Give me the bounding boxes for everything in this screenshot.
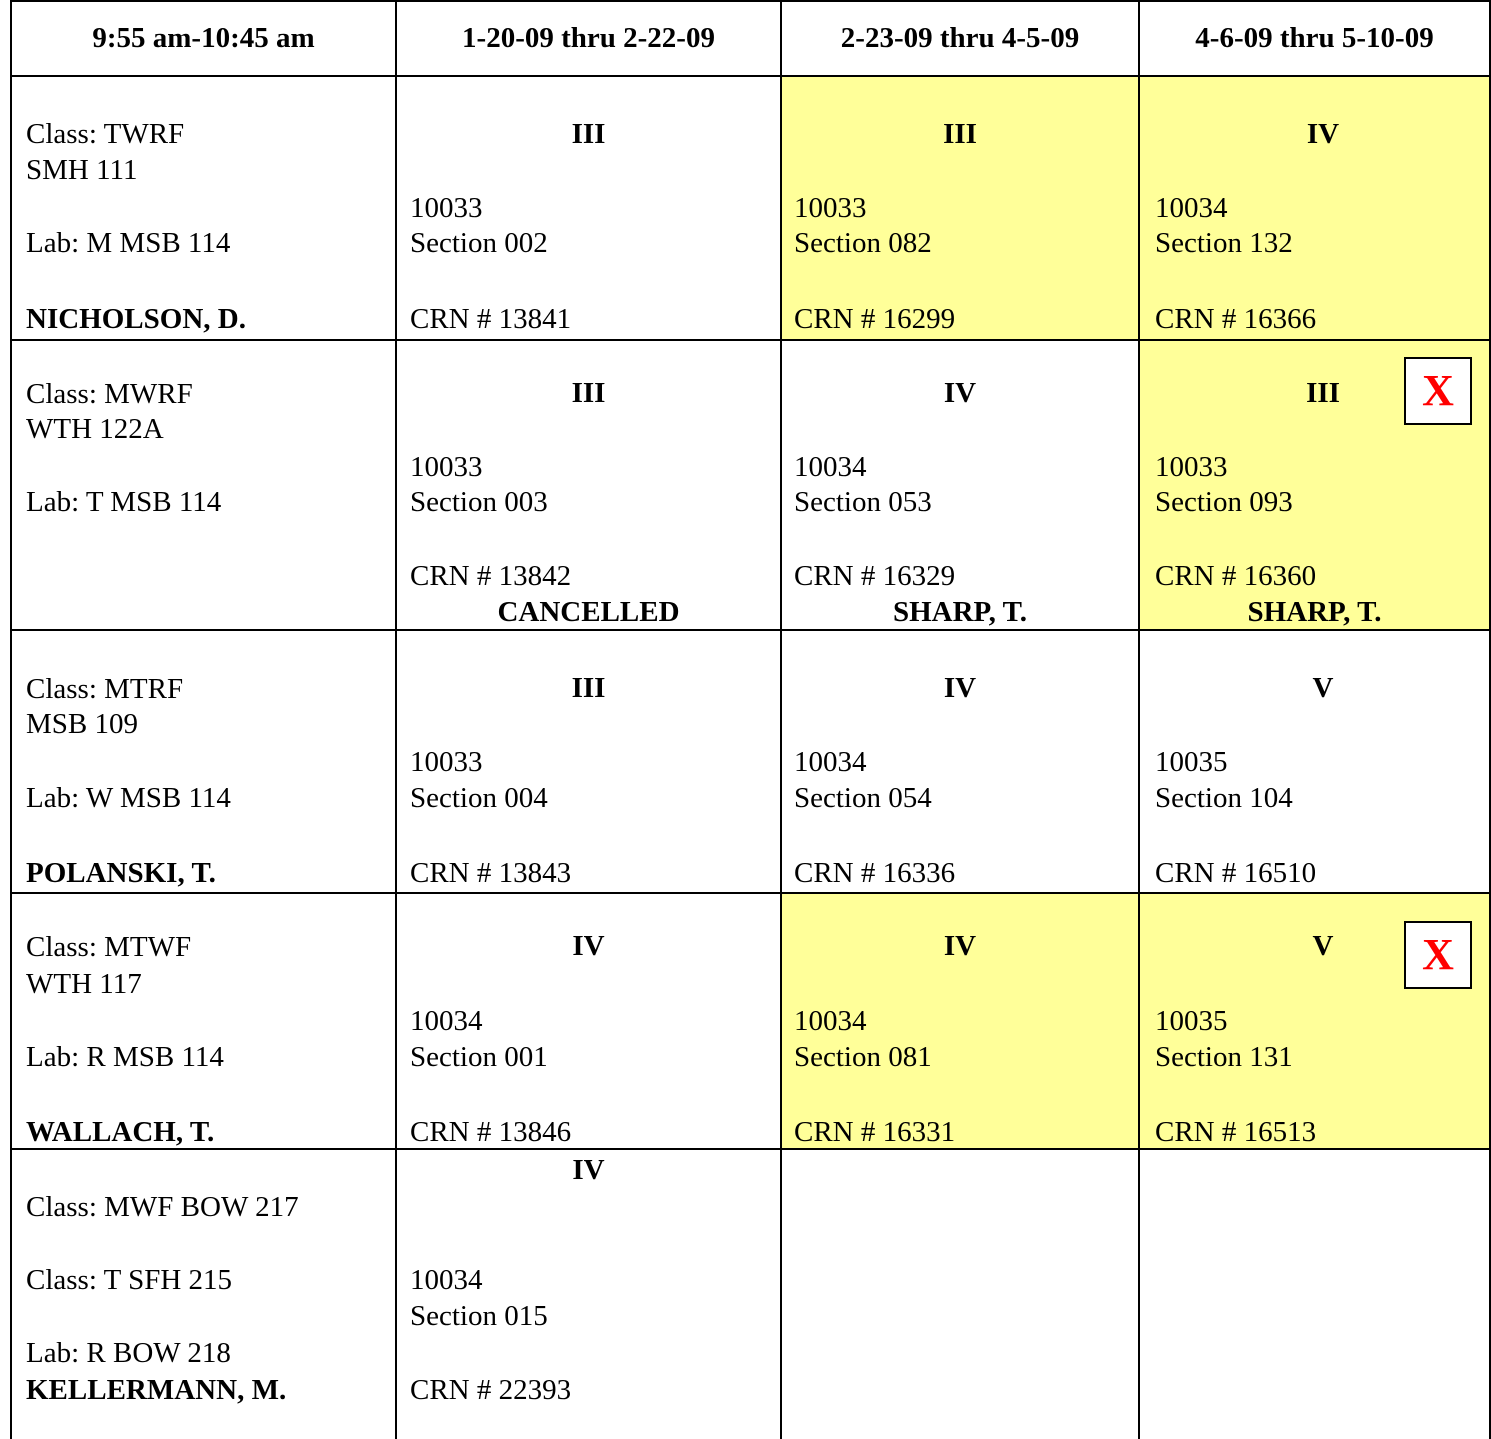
grid-line bbox=[10, 339, 1491, 341]
lab-info: Lab: W MSB 114 bbox=[26, 782, 231, 814]
section: Section 002 bbox=[410, 227, 548, 259]
grid-line bbox=[10, 892, 1491, 894]
level: IV bbox=[943, 930, 977, 962]
crn: CRN # 16329 bbox=[794, 560, 956, 592]
course-number: 10034 bbox=[410, 1264, 483, 1296]
section: Section 093 bbox=[1155, 486, 1293, 518]
crn: CRN # 22393 bbox=[410, 1374, 572, 1406]
crn: CRN # 16331 bbox=[794, 1116, 956, 1148]
room-info: SMH 111 bbox=[26, 154, 138, 186]
crn: CRN # 16513 bbox=[1155, 1116, 1317, 1148]
section: Section 054 bbox=[794, 782, 932, 814]
level: III bbox=[571, 377, 606, 409]
instructor-name: SHARP, T. bbox=[1247, 596, 1382, 628]
class-info: Class: MWF BOW 217 bbox=[26, 1191, 299, 1223]
crn: CRN # 13842 bbox=[410, 560, 572, 592]
course-number: 10034 bbox=[410, 1005, 483, 1037]
crn: CRN # 13843 bbox=[410, 857, 572, 889]
header-term-3: 4-6-09 thru 5-10-09 bbox=[1195, 22, 1434, 54]
section: Section 053 bbox=[794, 486, 932, 518]
level: III bbox=[943, 118, 977, 150]
level: IV bbox=[943, 377, 977, 409]
class-info: Class: TWRF bbox=[26, 118, 185, 150]
section: Section 003 bbox=[410, 486, 548, 518]
instructor-name: POLANSKI, T. bbox=[26, 857, 216, 889]
crn: CRN # 13846 bbox=[410, 1116, 572, 1148]
crn: CRN # 16510 bbox=[1155, 857, 1317, 889]
instructor-name: WALLACH, T. bbox=[26, 1116, 215, 1148]
crn: CRN # 16360 bbox=[1155, 560, 1317, 592]
section: Section 132 bbox=[1155, 227, 1293, 259]
grid-line bbox=[1138, 0, 1140, 1439]
course-number: 10033 bbox=[410, 192, 483, 224]
header-term-2: 2-23-09 thru 4-5-09 bbox=[840, 22, 1080, 54]
level: IV bbox=[572, 930, 605, 962]
level: IV bbox=[572, 1154, 605, 1186]
grid-line bbox=[10, 75, 1491, 77]
course-number: 10035 bbox=[1155, 746, 1228, 778]
course-number: 10033 bbox=[1155, 451, 1228, 483]
lab-info: Lab: T MSB 114 bbox=[26, 486, 222, 518]
lab-info: Lab: R MSB 114 bbox=[26, 1041, 224, 1073]
room-info: WTH 122A bbox=[26, 413, 164, 445]
lab-info: Lab: M MSB 114 bbox=[26, 227, 231, 259]
class-info: Class: MWRF bbox=[26, 378, 193, 410]
section: Section 104 bbox=[1155, 782, 1293, 814]
section: Section 081 bbox=[794, 1041, 932, 1073]
section: Section 082 bbox=[794, 227, 932, 259]
room-info: WTH 117 bbox=[26, 968, 142, 1000]
course-number: 10033 bbox=[410, 746, 483, 778]
class-info: Class: MTWF bbox=[26, 931, 192, 963]
section: Section 131 bbox=[1155, 1041, 1293, 1073]
grid-line bbox=[780, 0, 782, 1439]
course-number: 10034 bbox=[1155, 192, 1228, 224]
grid-line bbox=[10, 0, 12, 1439]
course-number: 10033 bbox=[410, 451, 483, 483]
crn: CRN # 13841 bbox=[410, 303, 572, 335]
crn: CRN # 16366 bbox=[1155, 303, 1317, 335]
section: Section 001 bbox=[410, 1041, 548, 1073]
class-info-2: Class: T SFH 215 bbox=[26, 1264, 233, 1296]
course-number: 10033 bbox=[794, 192, 867, 224]
status-note: CANCELLED bbox=[497, 596, 680, 628]
grid-line bbox=[10, 0, 1491, 2]
instructor-name: KELLERMANN, M. bbox=[26, 1374, 287, 1406]
crn: CRN # 16336 bbox=[794, 857, 956, 889]
lab-info: Lab: R BOW 218 bbox=[26, 1337, 231, 1369]
level: IV bbox=[943, 672, 977, 704]
instructor-name: NICHOLSON, D. bbox=[26, 303, 246, 335]
instructor-name: SHARP, T. bbox=[892, 596, 1028, 628]
level: V bbox=[1312, 930, 1334, 962]
level: III bbox=[1306, 377, 1340, 409]
course-number: 10035 bbox=[1155, 1005, 1228, 1037]
level: V bbox=[1312, 672, 1334, 704]
section: Section 015 bbox=[410, 1300, 548, 1332]
class-info: Class: MTRF bbox=[26, 673, 184, 705]
header-term-1: 1-20-09 thru 2-22-09 bbox=[462, 22, 715, 54]
grid-line bbox=[395, 0, 397, 1439]
course-number: 10034 bbox=[794, 451, 867, 483]
course-number: 10034 bbox=[794, 746, 867, 778]
x-mark: X bbox=[1404, 357, 1472, 425]
x-mark: X bbox=[1404, 921, 1472, 989]
header-time: 9:55 am-10:45 am bbox=[92, 22, 315, 54]
section: Section 004 bbox=[410, 782, 548, 814]
level: III bbox=[571, 118, 606, 150]
crn: CRN # 16299 bbox=[794, 303, 956, 335]
room-info: MSB 109 bbox=[26, 708, 139, 740]
level: III bbox=[571, 672, 606, 704]
level: IV bbox=[1306, 118, 1340, 150]
course-number: 10034 bbox=[794, 1005, 867, 1037]
